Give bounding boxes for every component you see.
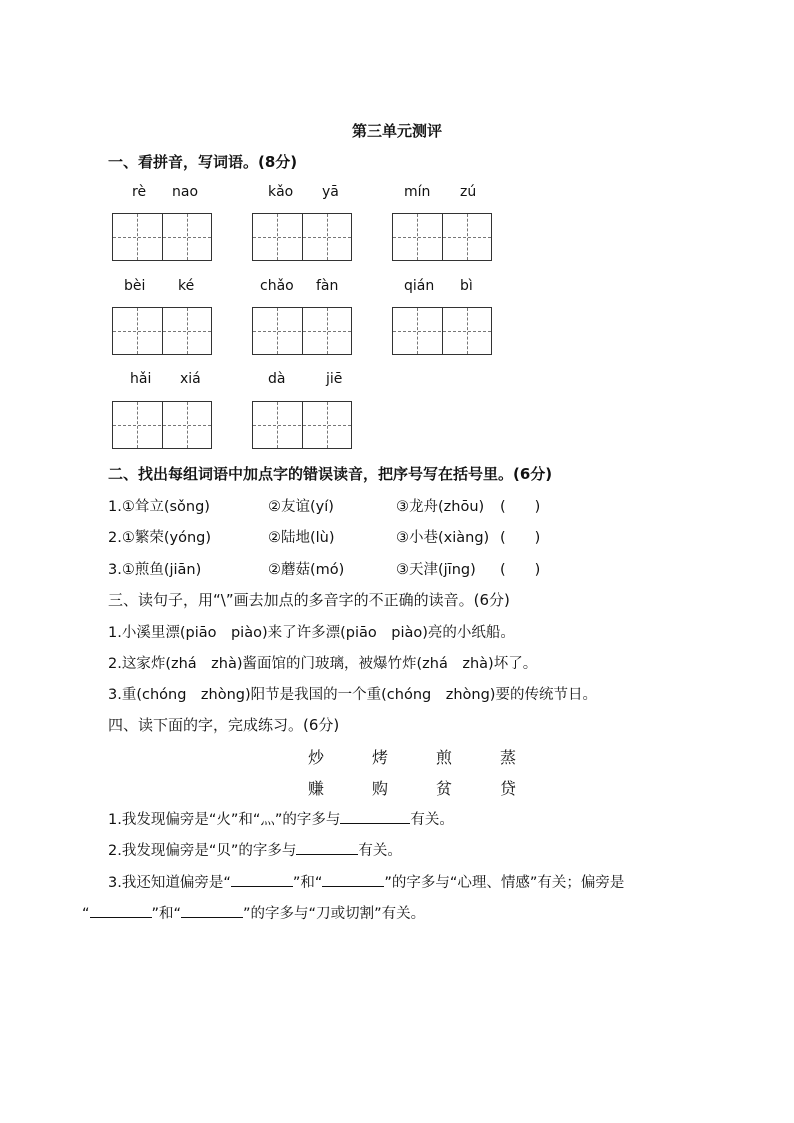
section4-heading: 四、读下面的字，完成练习。(6分) <box>108 716 340 734</box>
char: 炒 <box>308 748 325 767</box>
question-1 <box>108 808 454 829</box>
question-3-text: ”的字多与“刀或切割”有关。 <box>243 906 426 922</box>
question-2-tail: 有关。 <box>358 843 402 859</box>
pinyin: ké <box>178 278 195 294</box>
pinyin: dà <box>268 371 286 387</box>
char: 贷 <box>500 779 517 798</box>
pinyin: rè <box>132 184 147 200</box>
question-1-tail: 有关。 <box>410 812 454 828</box>
choice-b: ②友谊(yí) <box>268 499 334 515</box>
section2-heading: 二、找出每组词语中加点字的错误读音，把序号写在括号里。(6分) <box>108 465 553 483</box>
section3-heading: 三、读句子，用“\”画去加点的多音字的不正确的读音。(6分) <box>108 591 510 609</box>
writing-grid[interactable] <box>252 307 352 355</box>
section1-heading: 一、看拼音，写词语。(8分) <box>108 153 298 171</box>
pinyin: xiá <box>180 371 201 387</box>
writing-grid[interactable] <box>112 307 212 355</box>
choice-a: 2.①繁荣(yóng) <box>108 530 211 546</box>
char: 煎 <box>436 748 453 767</box>
choice-b: ②陆地(lù) <box>268 530 335 546</box>
pinyin: fàn <box>316 278 339 294</box>
pinyin: chǎo <box>260 278 294 294</box>
answer-blank[interactable]: ( ) <box>500 530 541 546</box>
char: 赚 <box>308 779 325 798</box>
question-3-text: ”和“ <box>151 906 182 922</box>
pinyin: bì <box>460 278 473 294</box>
question-3-text: ”的字多与“心理、情感”有关；偏旁是 <box>384 875 625 891</box>
pinyin: zú <box>460 184 477 200</box>
pinyin: qián <box>404 278 435 294</box>
pinyin: mín <box>404 184 431 200</box>
choice-a: 3.①煎鱼(jiān) <box>108 562 202 578</box>
char: 购 <box>372 779 389 798</box>
question-1-text: 1.我发现偏旁是“火”和“灬”的字多与 <box>108 812 341 828</box>
fill-blank[interactable] <box>296 840 358 856</box>
question-3-cont <box>82 902 425 923</box>
sentence-line: 3.重(chóng zhòng)阳节是我国的一个重(chóng zhòng)要的传统节日。 <box>108 687 597 703</box>
question-3-text: ”和“ <box>292 875 323 891</box>
writing-grid[interactable] <box>392 213 492 261</box>
pinyin: hǎi <box>130 371 152 387</box>
choice-c: ③龙舟(zhōu) <box>396 499 485 515</box>
choice-c: ③小巷(xiàng) <box>396 530 490 546</box>
choice-a: 1.①耸立(sǒng) <box>108 499 210 515</box>
writing-grid[interactable] <box>392 307 492 355</box>
pinyin: yā <box>322 184 339 200</box>
answer-blank[interactable]: ( ) <box>500 562 541 578</box>
choice-b: ②蘑菇(mó) <box>268 562 345 578</box>
fill-blank[interactable] <box>90 903 152 919</box>
pinyin: nao <box>172 184 199 200</box>
writing-grid[interactable] <box>112 213 212 261</box>
question-2-text: 2.我发现偏旁是“贝”的字多与 <box>108 843 297 859</box>
page-title: 第三单元测评 <box>351 122 442 140</box>
fill-blank[interactable] <box>340 809 410 825</box>
writing-grid[interactable] <box>252 213 352 261</box>
writing-grid[interactable] <box>252 401 352 449</box>
pinyin: kǎo <box>268 184 294 200</box>
pinyin: jiē <box>326 371 343 387</box>
char: 贫 <box>436 779 453 798</box>
fill-blank[interactable] <box>231 872 293 888</box>
pinyin: bèi <box>124 278 146 294</box>
writing-grid[interactable] <box>112 401 212 449</box>
question-3-text: “ <box>82 906 90 922</box>
answer-blank[interactable]: ( ) <box>500 499 541 515</box>
question-3-text: 3.我还知道偏旁是“ <box>108 875 231 891</box>
fill-blank[interactable] <box>322 872 384 888</box>
question-3 <box>108 871 624 892</box>
choice-c: ③天津(jīng) <box>396 562 476 578</box>
char: 蒸 <box>500 748 517 767</box>
fill-blank[interactable] <box>181 903 243 919</box>
question-2 <box>108 839 402 860</box>
char: 烤 <box>372 748 389 767</box>
sentence-line: 1.小溪里漂(piāo piào)来了许多漂(piāo piào)亮的小纸船。 <box>108 625 515 641</box>
sentence-line: 2.这家炸(zhá zhà)酱面馆的门玻璃，被爆竹炸(zhá zhà)坏了。 <box>108 656 538 672</box>
